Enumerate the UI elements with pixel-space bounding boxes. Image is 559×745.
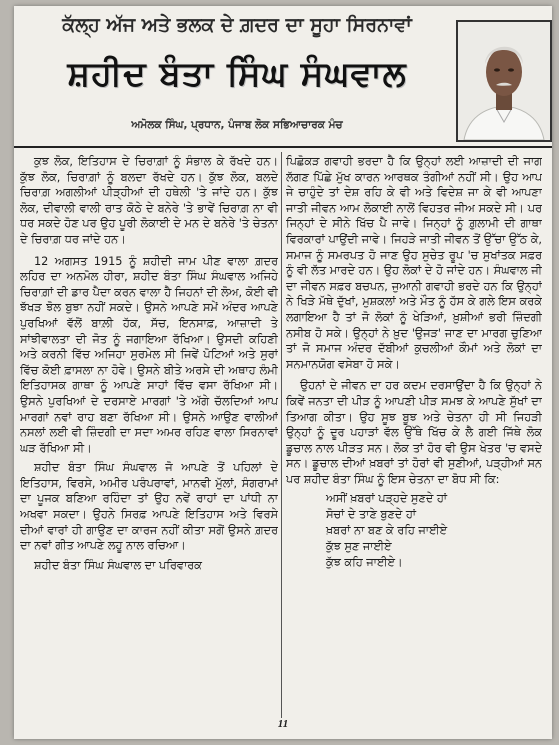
article-paragraph: ਸ਼ਹੀਦ ਬੰਤਾ ਸਿੰਘ ਸੰਘਵਾਲ ਦਾ ਪਰਿਵਾਰਕ	[34, 558, 202, 572]
poem-line: ਕੁੱਝ ਕਹਿ ਜਾਈਏ।	[326, 556, 403, 570]
poem-line: ਖ਼ਬਰਾਂ ਨਾ ਬਣ ਕੇ ਰਹਿ ਜਾਈਏ	[326, 524, 447, 538]
article-column-right	[286, 154, 542, 714]
poem-line: ਸੋਚਾਂ ਦੇ ਤਾਣੇ ਬੁਣਦੇ ਹਾਂ	[326, 508, 417, 522]
article-paragraph: 12 ਅਗਸਤ 1915 ਨੂੰ ਸ਼ਹੀਦੀ ਜਾਮ ਪੀਣ ਵਾਲਾ ਗ਼ਦਰ ਲਹਿਰ ਦਾ ਅਨਮੋਲ ਹੀਰਾ, ਸ਼ਹੀਦ ਬੰਤਾ ਸਿੰਘ ਸੰਘਵਾਲ ਅਜਿਹੇ ਚਿਰਾਗ਼ਾਂ ਦੀ ਡਾਰ ਪੈਦਾ ਕਰਨ ਵਾਲਾ ਹੈ ਜਿਹਨਾਂ ਦੀ ਲੋਅ, ਕੋਈ ਵੀ ਝੱਖੜ ਝੋਲ ਬੁਝਾ ਨਹੀਂ ਸਕਦੇ। ਉਸਨੇ ਆਪਣੇ ਸਮੇਂ ਅੰਦਰ ਆਪਣੇ ਪੁਰਖਿਆਂ ਵੱਲੋਂ ਬਾਲ਼ੀ ਹੱਕ, ਸੱਚ, ਇਨਸਾਫ਼, ਆਜ਼ਾਦੀ ਤੇ ਸਾਂਝੀਵਾਲਤਾ ਦੀ ਜੋਤ ਨੂੰ ਜਗਾਇਆ ਰੱਖਿਆ। ਉਸਦੀ ਕਹਿਣੀ ਅਤੇ ਕਰਨੀ ਵਿੱਚ ਅਜਿਹਾ ਸੁਰਮੇਲ ਸੀ ਜਿਵੇਂ ਪੋਟਿਆਂ ਅਤੇ ਸੁਰਾਂ ਵਿੱਚ ਕੋਈ ਫ਼ਾਸਲਾ ਨਾ ਹੋਵੇ। ਉਸਨੇ ਬੀਤੇ ਅਰਸੇ ਦੀ ਅਥਾਹ ਲੰਮੀ ਇਤਿਹਾਸਕ ਗਾਥਾ ਨੂੰ ਆਪਣੇ ਸਾਹਾਂ ਵਿੱਚ ਵਸਾ ਰੱਖਿਆ ਸੀ। ਉਸਨੇ ਪੁਰਖਿਆਂ ਦੇ ਦਰਸਾਏ ਮਾਰਗਾਂ 'ਤੇ ਅੱਗੇ ਚੱਲਦਿਆਂ ਆਪ ਮਾਰਗਾਂ ਨਵਾਂ ਰਾਹ ਬਣਾ ਰੱਖਿਆ ਸੀ। ਉਸਨੇ ਆਉਣ ਵਾਲੀਆਂ ਨਸਲਾਂ ਲਈ ਵੀ ਜ਼ਿੰਦਗੀ ਦਾ ਸਦਾ ਅਮਰ ਰਹਿਣ ਵਾਲਾ ਸਿਰਨਾਵਾਂ ਘੜ ਰੱਖਿਆ ਸੀ।	[20, 254, 278, 455]
article-paragraph: ਪਿਛੋਕੜ ਗਵਾਹੀ ਭਰਦਾ ਹੈ ਕਿ ਉਨ੍ਹਾਂ ਲਈ ਆਜ਼ਾਦੀ ਦੀ ਜਾਗ ਲੱਗਣ ਪਿੱਛੇ ਮੁੱਖ ਕਾਰਨ ਆਰਥਕ ਤੰਗੀਆਂ ਨਹੀਂ ਸੀ। ਉਹ ਆਪ ਜੇ ਚਾਹੁੰਦੇ ਤਾਂ ਦੇਸ਼ ਰਹਿ ਕੇ ਵੀ ਅਤੇ ਵਿਦੇਸ਼ ਜਾ ਕੇ ਵੀ ਆਪਣਾ ਜਾਤੀ ਜੀਵਨ ਆਮ ਲੋਕਾਈ ਨਾਲੋਂ ਵਿਹਤਰ ਜੀਅ ਸਕਦੇ ਸੀ। ਪਰ ਜਿਨ੍ਹਾਂ ਦੇ ਸੀਨੇ ਖਿੱਚ ਪੈ ਜਾਵੇ। ਜਿਨ੍ਹਾਂ ਨੂੰ ਗ਼ੁਲਾਮੀ ਦੀ ਗਾਥਾ ਵਿਰਕਾਰਾਂ ਪਾਉਂਦੀ ਜਾਵੇ। ਜਿਹੜੇ ਜਾਤੀ ਜੀਵਨ ਤੋਂ ਉੱਚਾ ਉੱਠ ਕੇ, ਸਮਾਜ ਨੂੰ ਸਮਰਪਤ ਹੋ ਜਾਣ ਉਹ ਸੁਚੇਤ ਰੂਪ 'ਚ ਸੁਖਾਂਤਕ ਸਫ਼ਰ ਨੂੰ ਵੀ ਲੱਤ ਮਾਰਦੇ ਹਨ। ਉਹ ਲੋਕਾਂ ਦੇ ਹੋ ਜਾਂਦੇ ਹਨ। ਸੰਘਵਾਲ ਜੀ ਦਾ ਜੀਵਨ ਸਫ਼ਰ ਬਚਪਨ, ਜੁਆਨੀ ਗਵਾਹੀ ਭਰਦੇ ਹਨ ਕਿ ਉਨ੍ਹਾਂ ਨੇ ਖਿੜੇ ਮੱਥੇ ਦੁੱਖਾਂ, ਮੁਸ਼ਕਲਾਂ ਅਤੇ ਮੌਤ ਨੂੰ ਹੱਸ ਕੇ ਗਲੇ ਇਸ ਕਰਕੇ ਲਗਾਇਆ ਹੈ ਤਾਂ ਜੋ ਲੋਕਾਂ ਨੂੰ ਖੇੜਿਆਂ, ਖ਼ੁਸ਼ੀਆਂ ਭਰੀ ਜ਼ਿੰਦਗੀ ਨਸੀਬ ਹੋ ਸਕੇ। ਉਨ੍ਹਾਂ ਨੇ ਖ਼ੁਦ 'ਉਜੜ' ਜਾਣ ਦਾ ਮਾਰਗ ਚੁਣਿਆ ਤਾਂ ਜੋ ਸਮਾਜ ਅੰਦਰ ਦੱਬੀਆਂ ਕੁਚਲੀਆਂ ਕੌਮਾਂ ਅਤੇ ਲੋਕਾਂ ਦਾ ਸਨਮਾਨਯੋਗ ਵਸੇਬਾ ਹੋ ਸਕੇ।	[286, 155, 542, 371]
article-paragraph: ਉਹਨਾਂ ਦੇ ਜੀਵਨ ਦਾ ਹਰ ਕਦਮ ਦਰਸਾਉਂਦਾ ਹੈ ਕਿ ਉਨ੍ਹਾਂ ਨੇ ਕਿਵੇਂ ਜਨਤਾ ਦੀ ਪੀੜ ਨੂੰ ਆਪਣੀ ਪੀੜ ਸਮਝ ਕੇ ਆਪਣੇ ਸੁੱਖਾਂ ਦਾ ਤਿਆਗ ਕੀਤਾ। ਉਹ ਸੂਝ ਬੂਝ ਅਤੇ ਚੇਤਨਾ ਹੀ ਸੀ ਜਿਹੜੀ ਉਨ੍ਹਾਂ ਨੂੰ ਦੂਰ ਪਹਾੜਾਂ ਵੱਲ ਉੱਥੇ ਖਿੱਚ ਕੇ ਲੈ ਗਈ ਜਿੱਥੇ ਲੋਕ ਡੂਚਾਲ ਨਾਲ ਪੀੜਤ ਸਨ। ਲੋਕ ਤਾਂ ਹੋਰ ਵੀ ਉਸ ਖੇਤਰ 'ਚ ਵਸਦੇ ਸਨ। ਡੂਚਾਲ ਦੀਆਂ ਖ਼ਬਰਾਂ ਤਾਂ ਹੋਰਾਂ ਵੀ ਸੁਣੀਆਂ, ਪੜ੍ਹੀਆਂ ਸਨ ਪਰ ਸ਼ਹੀਦ ਬੰਤਾ ਸਿੰਘ ਨੂੰ ਇਸ ਚੇਤਨਾ ਦਾ ਬੋਧ ਸੀ ਕਿ:	[286, 379, 542, 486]
magazine-page	[14, 6, 552, 739]
article-column-left	[20, 154, 278, 714]
article-header	[14, 6, 552, 148]
article-kicker: ਕੱਲ੍ਹ ਅੱਜ ਅਤੇ ਭਲਕ ਦੇ ਗ਼ਦਰ ਦਾ ਸੂਹਾ ਸਿਰਨਾਵਾਂ	[62, 14, 412, 36]
article-headline: ਸ਼ਹੀਦ ਬੰਤਾ ਸਿੰਘ ਸੰਘਵਾਲ	[67, 54, 407, 94]
portrait-photo	[456, 20, 552, 142]
poem-stanza	[286, 491, 542, 571]
column-divider	[281, 152, 282, 718]
article-byline: ਅਮੋਲਕ ਸਿੰਘ, ਪ੍ਰਧਾਨ, ਪੰਜਾਬ ਲੋਕ ਸਭਿਆਚਾਰਕ ਮੰਚ	[131, 119, 343, 131]
poem-line: ਕੁੱਝ ਸੁਣ ਜਾਈਏ	[326, 540, 392, 554]
poem-line: ਅਸੀਂ ਖ਼ਬਰਾਂ ਪੜ੍ਹਦੇ ਸੁਣਦੇ ਹਾਂ	[326, 492, 448, 506]
page-number: 11	[277, 718, 289, 730]
article-paragraph: ਸ਼ਹੀਦ ਬੰਤਾ ਸਿੰਘ ਸੰਘਵਾਲ ਜੋ ਆਪਣੇ ਤੋਂ ਪਹਿਲਾਂ ਦੇ ਇਤਿਹਾਸ, ਵਿਰਸੇ, ਅਮੀਰ ਪਰੰਪਰਾਵਾਂ, ਮਾਨਵੀ ਮੁੱਲਾਂ, ਸੰਗਰਾਮਾਂ ਦਾ ਪੂਜਕ ਬਣਿਆ ਰਹਿੰਦਾ ਤਾਂ ਉਹ ਨਵੇਂ ਰਾਹਾਂ ਦਾ ਪਾਂਧੀ ਨਾ ਅਖਵਾ ਸਕਦਾ। ਉਹਨੇ ਸਿਰਫ਼ ਆਪਣੇ ਇਤਿਹਾਸ ਅਤੇ ਵਿਰਸੇ ਦੀਆਂ ਵਾਰਾਂ ਹੀ ਗਾਉਣ ਦਾ ਕਾਰਜ ਨਹੀਂ ਕੀਤਾ ਸਗੋਂ ਉਸਨੇ ਗ਼ਦਰ ਦਾ ਨਵਾਂ ਗੀਤ ਆਪਣੇ ਲਹੂ ਨਾਲ ਰਚਿਆ।	[20, 461, 278, 553]
article-paragraph: ਕੁਝ ਲੋਕ, ਇਤਿਹਾਸ ਦੇ ਚਿਰਾਗ਼ਾਂ ਨੂੰ ਸੰਭਾਲ ਕੇ ਰੱਖਦੇ ਹਨ। ਕੁੱਝ ਲੋਕ, ਚਿਰਾਗ਼ਾਂ ਨੂੰ ਬਲਦਾ ਰੱਖਦੇ ਹਨ। ਕੁੱਝ ਲੋਕ, ਬਲਦੇ ਚਿਰਾਗ਼ ਅਗਲੀਆਂ ਪੀੜ੍ਹੀਆਂ ਦੀ ਹਥੇਲੀ 'ਤੇ ਜਾਂਦੇ ਹਨ। ਕੁੱਝ ਲੋਕ, ਦੀਵਾਲੀ ਵਾਲੀ ਰਾਤ ਕੋਠੇ ਦੇ ਬਨੇਰੇ 'ਤੇ ਭਾਵੇਂ ਚਿਰਾਗ਼ ਨਾ ਵੀ ਧਰ ਸਕਦੇ ਹੋਣ ਪਰ ਉਹ ਪੂਰੀ ਲੋਕਾਈ ਦੇ ਮਨ ਦੇ ਬਨੇਰੇ 'ਤੇ ਚੇਤਨਾ ਦੇ ਚਿਰਾਗ਼ ਧਰ ਜਾਂਦੇ ਹਨ।	[20, 155, 278, 246]
